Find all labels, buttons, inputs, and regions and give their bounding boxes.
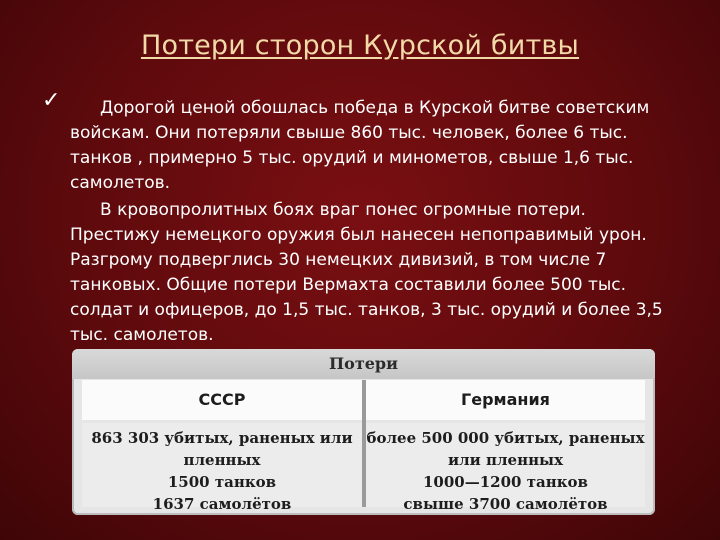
germany-line: или пленных	[447, 451, 564, 469]
ussr-line: 1637 самолётов	[152, 495, 292, 513]
germany-line: свыше 3700 самолётов	[403, 495, 608, 513]
table-header: Потери	[72, 349, 655, 379]
cell-ussr-losses	[82, 423, 362, 513]
checkmark-icon: ✓	[42, 88, 61, 113]
column-header-ussr: СССР	[82, 380, 362, 420]
slide-title: Потери сторон Курской битвы	[140, 30, 580, 61]
ussr-line: 863 303 убитых, раненых или	[91, 429, 353, 447]
cell-germany-losses	[366, 423, 645, 513]
germany-line: 1000—1200 танков	[423, 473, 588, 491]
paragraph-german-losses: В кровопролитных боях враг понес огромные потери. Престижу немецкого оружия был нанесен непоправимый урон. Разгрому подверглись 30 немецких дивизий, в том числе 7 танковых. Общие потери Вермахта составили более 500 тыс. солдат и офицеров, до 1,5 тыс. танков, 3 тыс. орудий и более 3,5 тыс. самолетов.	[70, 200, 663, 345]
column-header-germany: Германия	[366, 380, 645, 420]
paragraph-soviet-losses: Дорогой ценой обошлась победа в Курской битве советским войскам. Они потеряли свыше 860 тыс. человек, более 6 тыс. танков , примерно 5 тыс. орудий и минометов, свыше 1,6 тыс. самолетов.	[70, 98, 650, 193]
ussr-line: пленных	[183, 451, 261, 469]
germany-line: более 500 000 убитых, раненых	[366, 429, 645, 447]
ussr-line: 1500 танков	[167, 473, 277, 491]
losses-table	[72, 349, 655, 515]
